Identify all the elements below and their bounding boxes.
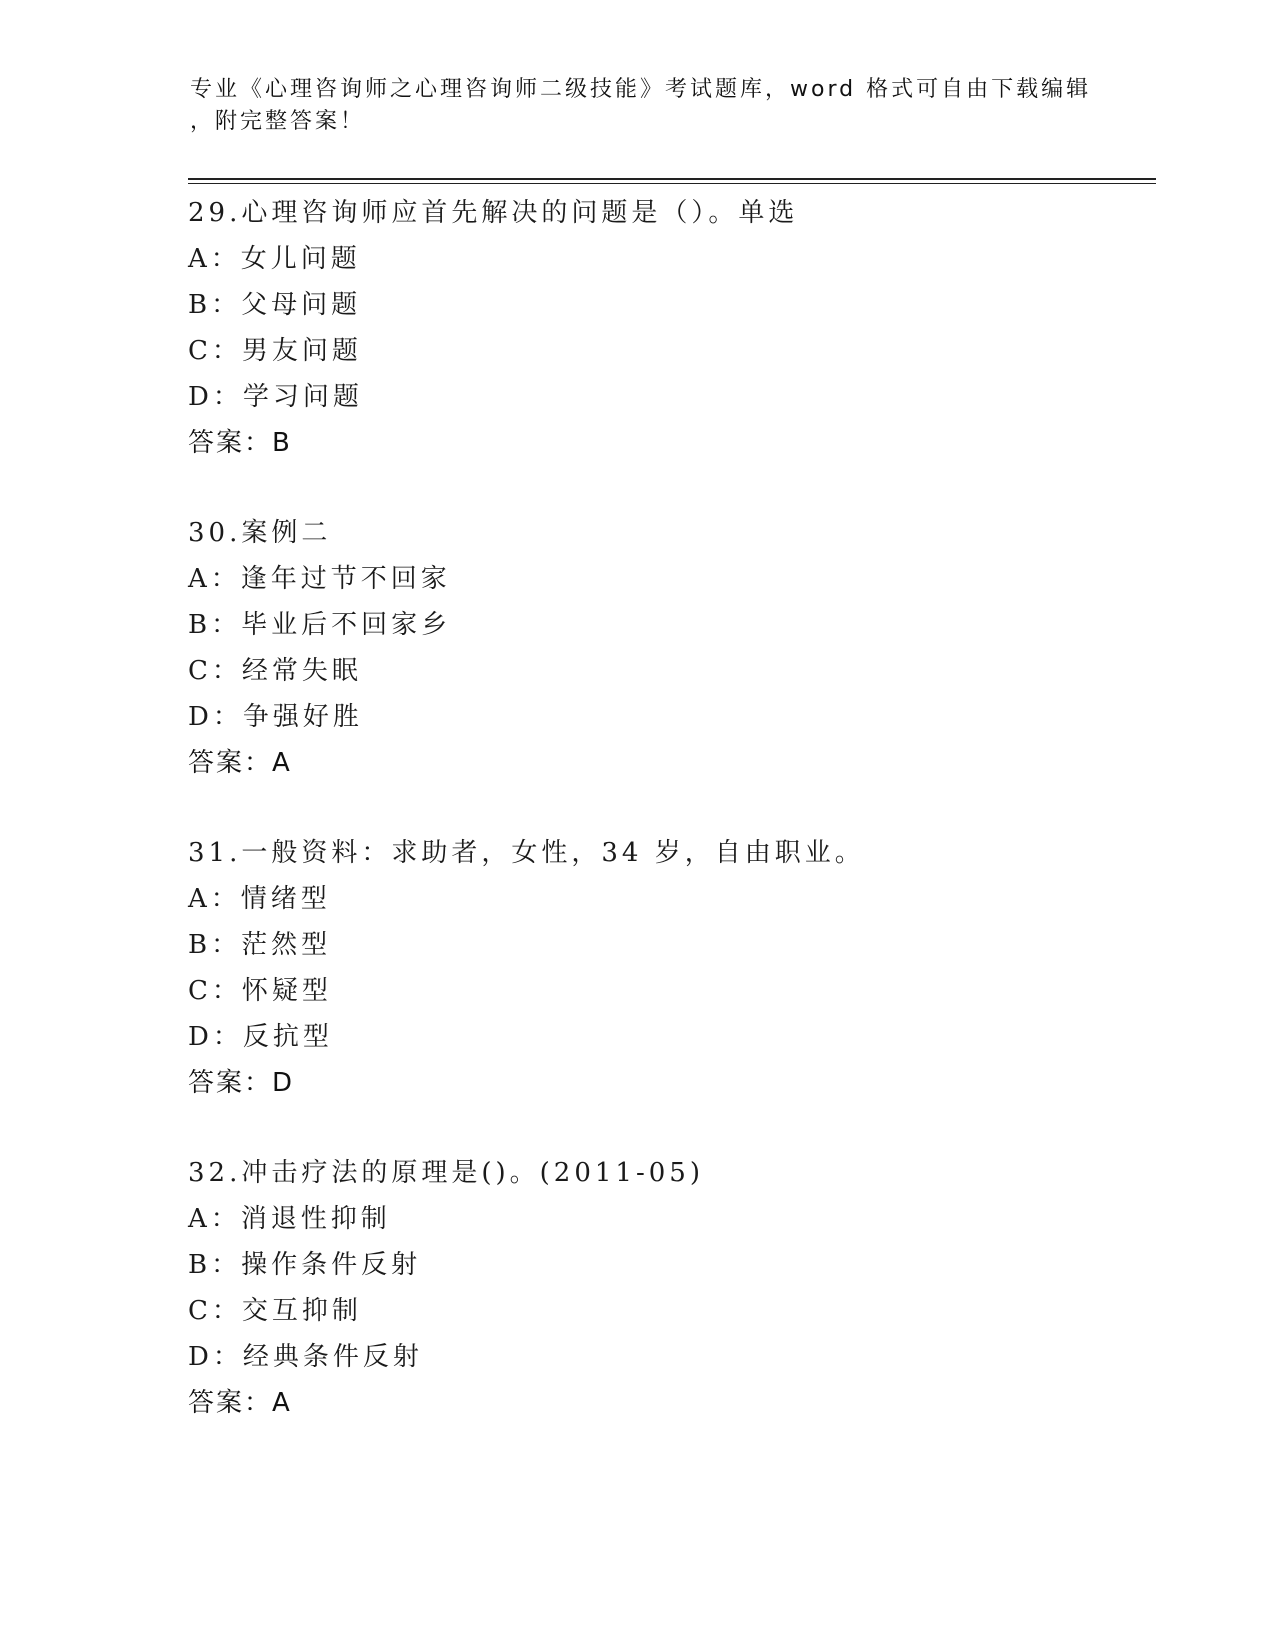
question-stem: 29.心理咨询师应首先解决的问题是（）。单选: [188, 198, 799, 228]
option-b: B：毕业后不回家乡: [188, 610, 452, 640]
option-d: D：反抗型: [188, 1022, 333, 1052]
option-a: A：女儿问题: [188, 244, 361, 274]
option-b: B：父母问题: [188, 290, 362, 320]
option-a: A：情绪型: [188, 884, 331, 914]
question-31: [188, 830, 1148, 1150]
question-list: [188, 190, 1148, 1470]
question-stem: 31.一般资料：求助者，女性，34 岁，自由职业。: [188, 838, 865, 868]
question-30: [188, 510, 1148, 830]
option-d: D：经典条件反射: [188, 1342, 423, 1372]
answer-label: 答案：A: [188, 1388, 292, 1418]
question-32: [188, 1150, 1148, 1470]
option-c: C：经常失眠: [188, 656, 362, 686]
document-header: [190, 74, 1090, 138]
question-stem: 32.冲击疗法的原理是()。(2011-05): [188, 1158, 704, 1188]
option-b: B：操作条件反射: [188, 1250, 422, 1280]
question-stem: 30.案例二: [188, 518, 332, 548]
option-a: A：消退性抑制: [188, 1204, 391, 1234]
header-divider-thick: [188, 178, 1156, 180]
option-c: C：男友问题: [188, 336, 362, 366]
answer-label: 答案：D: [188, 1068, 295, 1098]
answer-label: 答案：B: [188, 428, 292, 458]
option-d: D：争强好胜: [188, 702, 363, 732]
header-divider-thin: [188, 183, 1156, 184]
question-29: [188, 190, 1148, 510]
option-b: B：茫然型: [188, 930, 332, 960]
option-c: C：交互抑制: [188, 1296, 362, 1326]
header-subtitle-line: ，附完整答案！: [190, 109, 366, 134]
header-title-line: 专业《心理咨询师之心理咨询师二级技能》考试题库，word 格式可自由下载编辑: [190, 77, 1092, 102]
option-d: D：学习问题: [188, 382, 363, 412]
option-c: C：怀疑型: [188, 976, 332, 1006]
answer-label: 答案：A: [188, 748, 292, 778]
option-a: A：逢年过节不回家: [188, 564, 451, 594]
